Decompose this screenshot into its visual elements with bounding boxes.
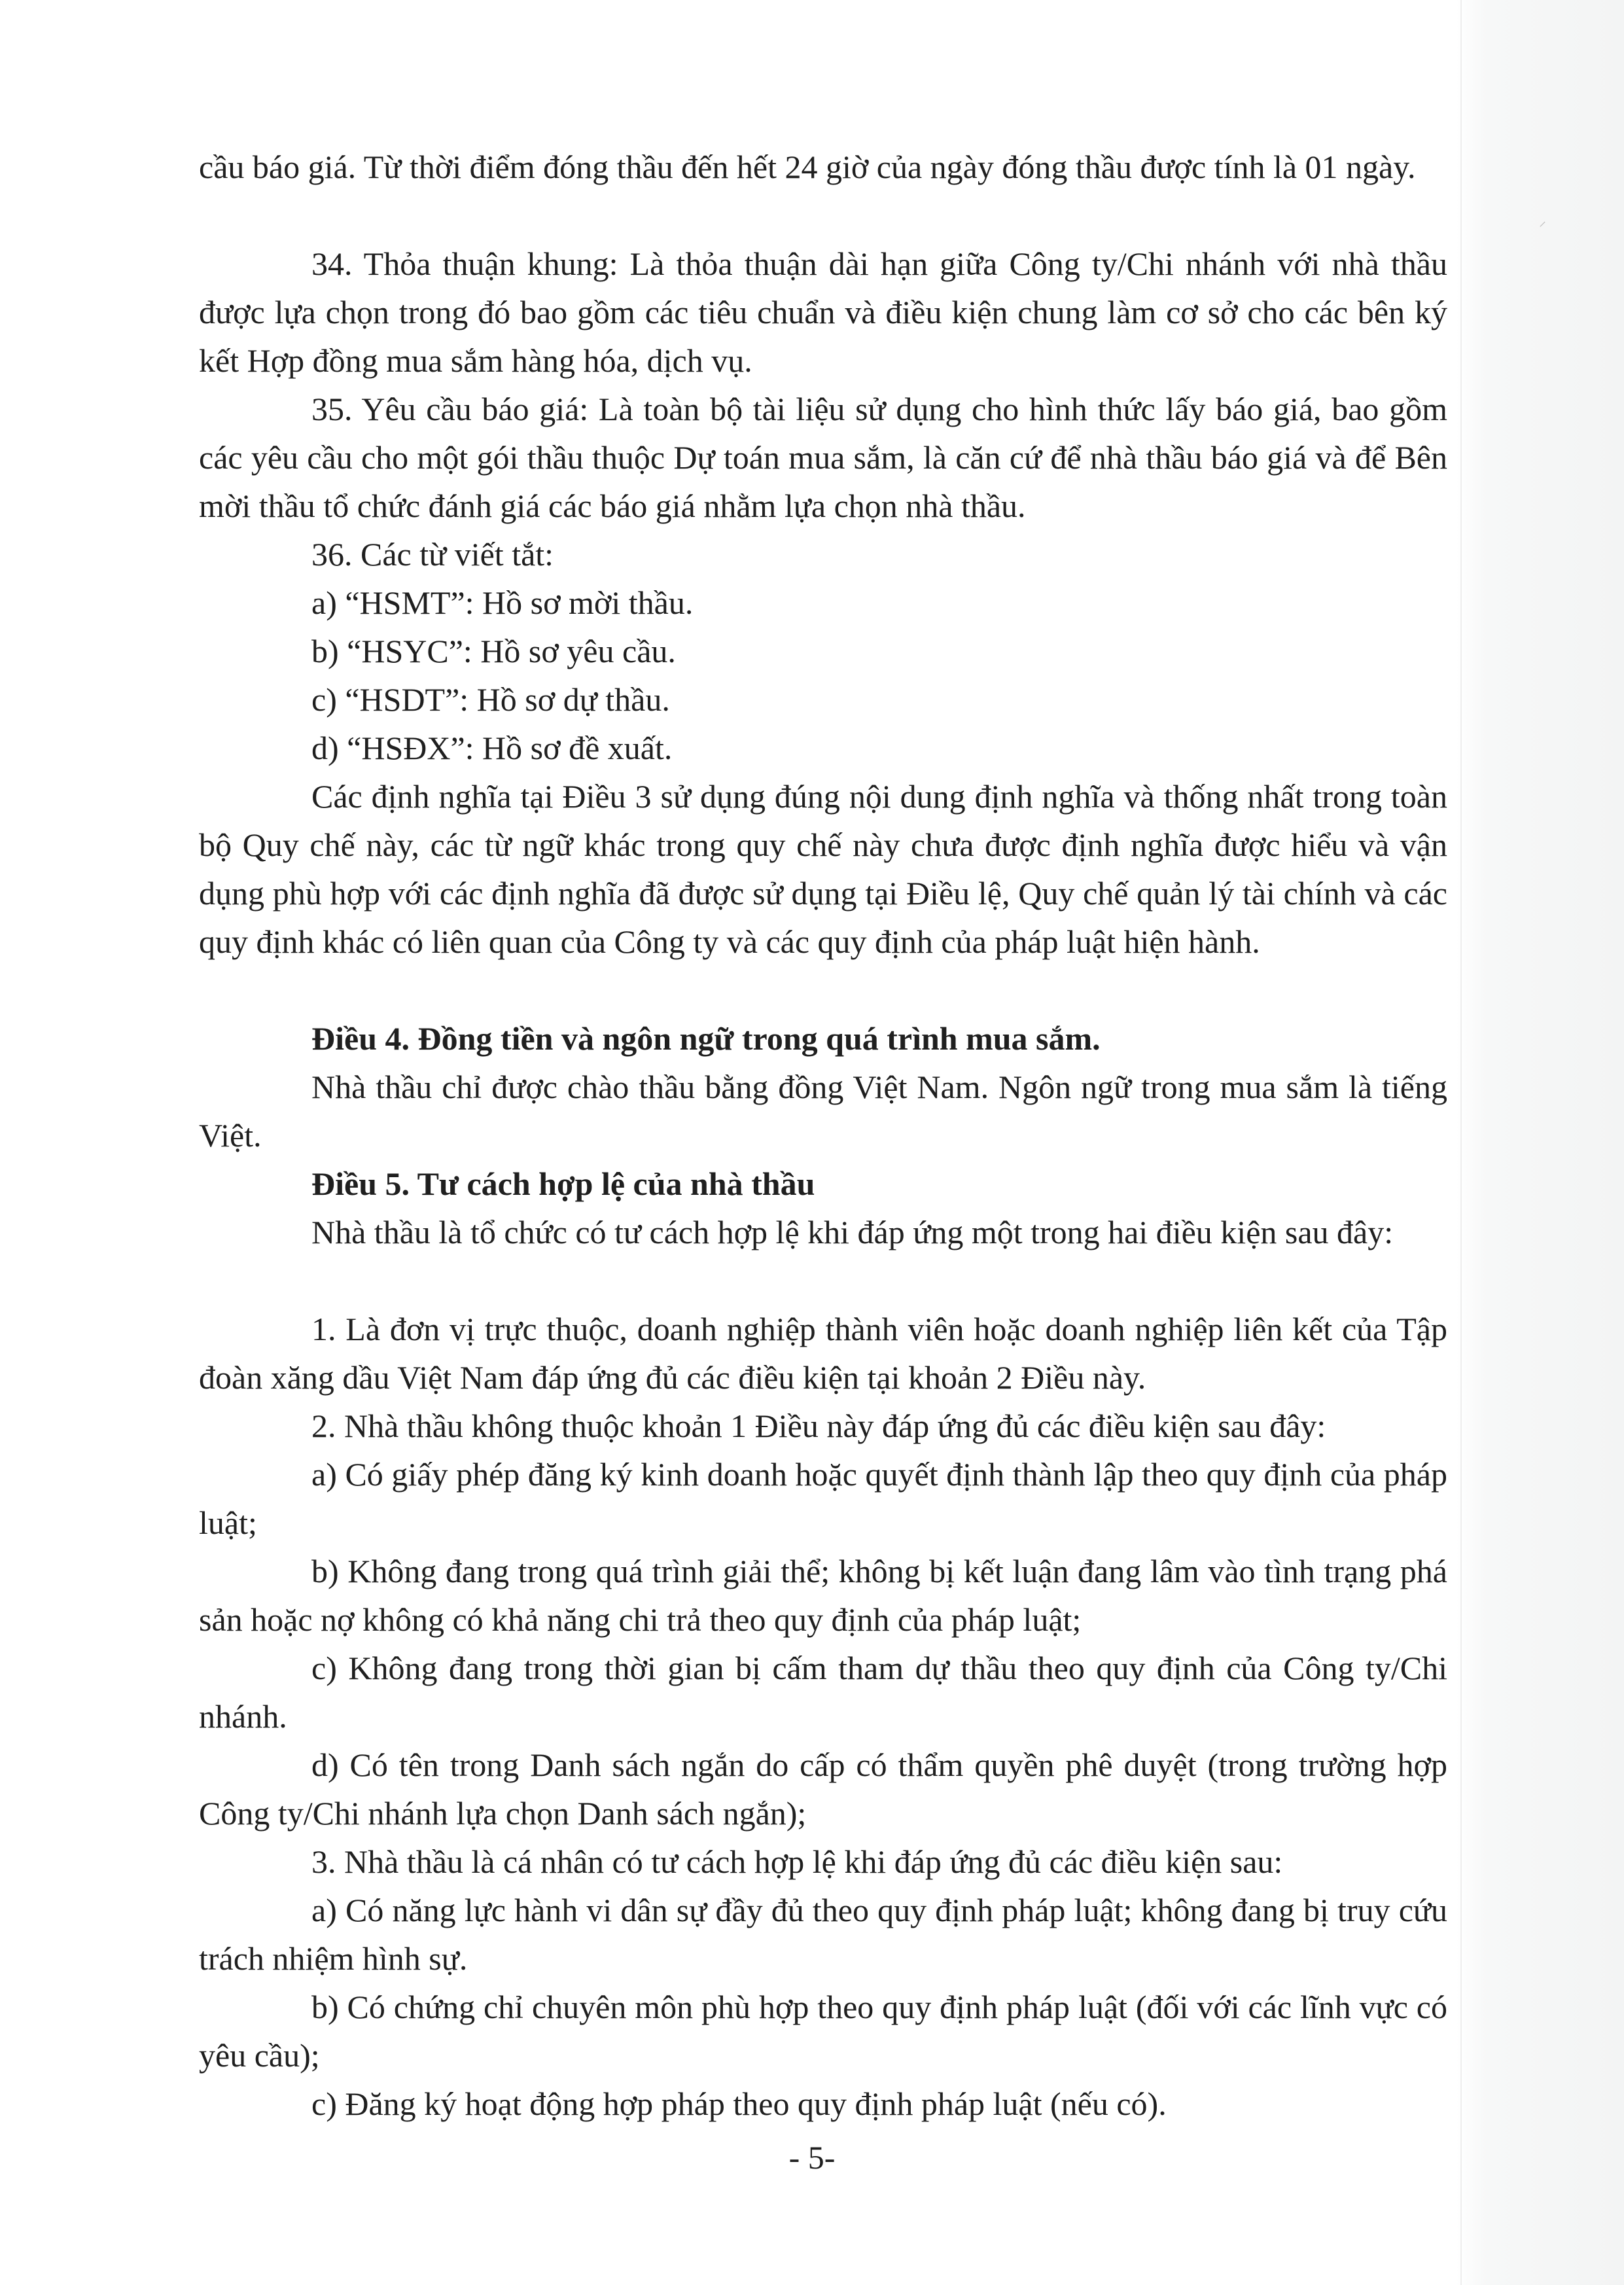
paragraph-clause-1: 1. Là đơn vị trực thuộc, doanh nghiệp thành viên hoặc doanh nghiệp liên kết của Tập đoàn xăng dầu Việt Nam đáp ứng đủ các điều kiện tại khoản 2 Điều này. bbox=[199, 1311, 1447, 1396]
paragraph-clause-2: 2. Nhà thầu không thuộc khoản 1 Điều này đáp ứng đủ các điều kiện sau đây: bbox=[311, 1408, 1326, 1444]
scan-mark: ⸝ bbox=[1539, 213, 1547, 230]
abbreviation-hsdx: d) “HSĐX”: Hồ sơ đề xuất. bbox=[311, 730, 673, 766]
paragraph-clause-3a: a) Có năng lực hành vi dân sự đầy đủ theo quy định pháp luật; không đang bị truy cứu trách nhiệm hình sự. bbox=[199, 1892, 1447, 1977]
paragraph-continuation: cầu báo giá. Từ thời điểm đóng thầu đến hết 24 giờ của ngày đóng thầu được tính là 01 ngày. bbox=[199, 149, 1416, 185]
paragraph-definitions-note: Các định nghĩa tại Điều 3 sử dụng đúng nội dung định nghĩa và thống nhất trong toàn bộ Quy chế này, các từ ngữ khác trong quy chế này chưa được định nghĩa được hiểu và vận dụng phù hợp với các định nghĩa đã được sử dụng tại Điều lệ, Quy chế quản lý tài chính và các quy định khác có liên quan của Công ty và các quy định của pháp luật hiện hành. bbox=[199, 778, 1447, 960]
paragraph-clause-3c: c) Đăng ký hoạt động hợp pháp theo quy định pháp luật (nếu có). bbox=[311, 2085, 1167, 2122]
heading-article-4: Điều 4. Đồng tiền và ngôn ngữ trong quá trình mua sắm. bbox=[311, 1020, 1101, 1057]
page-number: - 5- bbox=[788, 2139, 836, 2176]
abbreviation-hsyc: b) “HSYC”: Hồ sơ yêu cầu. bbox=[311, 633, 676, 669]
paragraph-item-36: 36. Các từ viết tắt: bbox=[311, 536, 554, 573]
abbreviation-hsdt: c) “HSDT”: Hồ sơ dự thầu. bbox=[311, 681, 670, 718]
heading-article-5: Điều 5. Tư cách hợp lệ của nhà thầu bbox=[311, 1165, 815, 1202]
paragraph-clause-2c: c) Không đang trong thời gian bị cấm tham dự thầu theo quy định của Công ty/Chi nhánh. bbox=[199, 1650, 1447, 1735]
paragraph-item-35: 35. Yêu cầu báo giá: Là toàn bộ tài liệu sử dụng cho hình thức lấy báo giá, bao gồm các yêu cầu cho một gói thầu thuộc Dự toán mua sắm, là căn cứ để nhà thầu báo giá và để Bên mời thầu tổ chức đánh giá các báo giá nhằm lựa chọn nhà thầu. bbox=[199, 391, 1447, 524]
paragraph-clause-2b: b) Không đang trong quá trình giải thể; không bị kết luận đang lâm vào tình trạng phá sản hoặc nợ không có khả năng chi trả theo quy định của pháp luật; bbox=[199, 1553, 1447, 1638]
abbreviation-hsmt: a) “HSMT”: Hồ sơ mời thầu. bbox=[311, 584, 694, 621]
paragraph-clause-2d: d) Có tên trong Danh sách ngắn do cấp có thẩm quyền phê duyệt (trong trường hợp Công ty/Chi nhánh lựa chọn Danh sách ngắn); bbox=[199, 1746, 1447, 1832]
paragraph-article-4: Nhà thầu chỉ được chào thầu bằng đồng Việt Nam. Ngôn ngữ trong mua sắm là tiếng Việt. bbox=[199, 1069, 1447, 1154]
paragraph-clause-3b: b) Có chứng chỉ chuyên môn phù hợp theo quy định pháp luật (đối với các lĩnh vực có yêu cầu); bbox=[199, 1989, 1447, 2074]
paragraph-clause-3: 3. Nhà thầu là cá nhân có tư cách hợp lệ khi đáp ứng đủ các điều kiện sau: bbox=[311, 1843, 1283, 1880]
paragraph-clause-2a: a) Có giấy phép đăng ký kinh doanh hoặc quyết định thành lập theo quy định của pháp luật; bbox=[199, 1456, 1447, 1541]
paragraph-article-5-intro: Nhà thầu là tổ chức có tư cách hợp lệ khi đáp ứng một trong hai điều kiện sau đây: bbox=[311, 1214, 1394, 1250]
paragraph-item-34: 34. Thỏa thuận khung: Là thỏa thuận dài hạn giữa Công ty/Chi nhánh với nhà thầu được lựa chọn trong đó bao gồm các tiêu chuẩn và điều kiện chung làm cơ sở cho các bên ký kết Hợp đồng mua sắm hàng hóa, dịch vụ. bbox=[199, 245, 1447, 379]
